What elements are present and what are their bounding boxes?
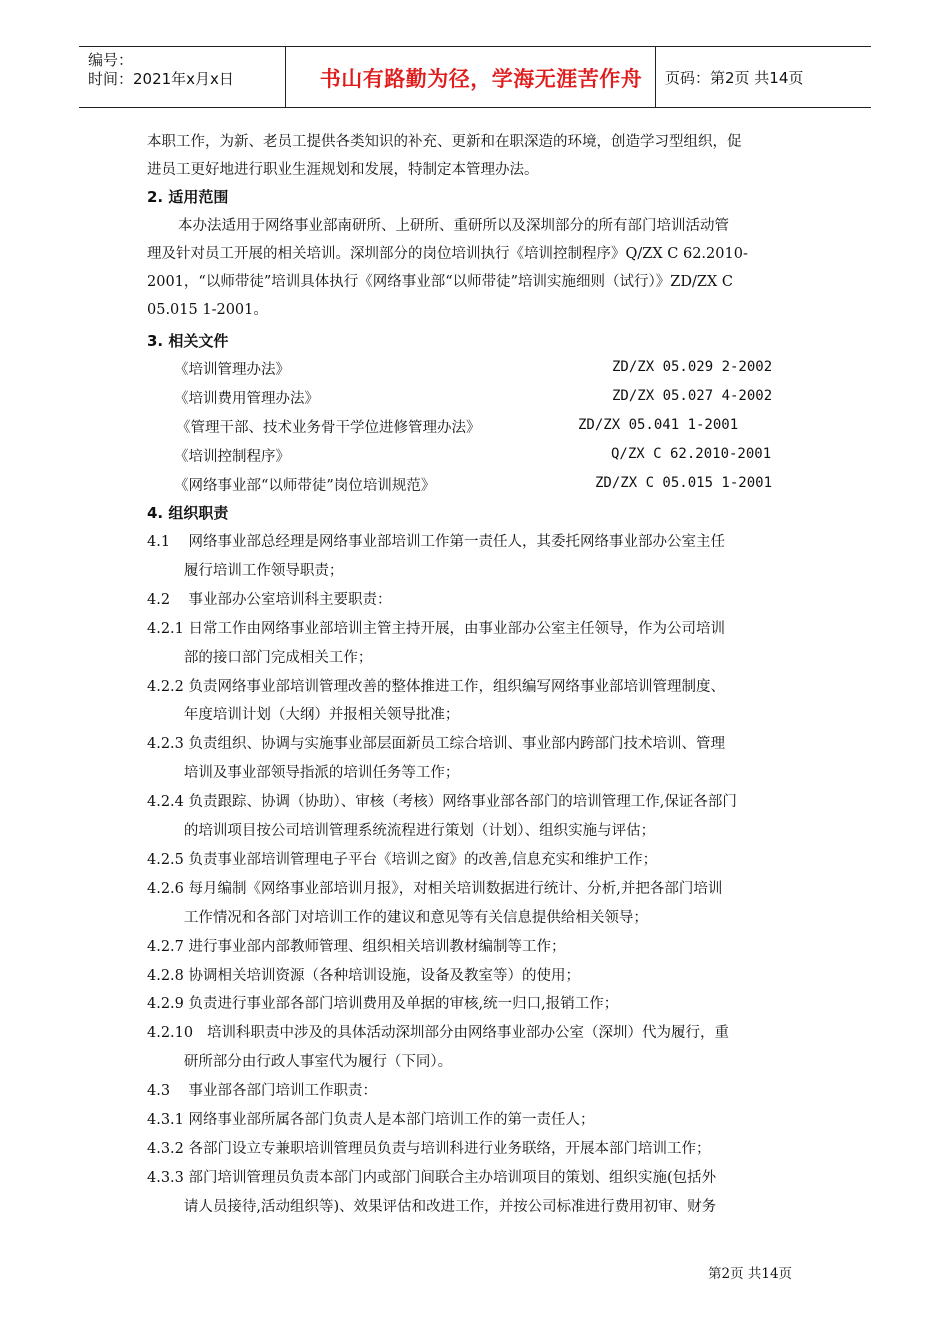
reference-name: 《培训管理办法》 (174, 362, 290, 378)
reference-name: 《网络事业部“以师带徒”岗位培训规范》 (174, 478, 436, 494)
number-label: 编号： (88, 51, 134, 69)
reference-code: ZD/ZX 05.027 4-2002 (612, 388, 773, 404)
header-meta (88, 51, 234, 89)
list-item-line: 4.2.10 培训科职责中涉及的具体活动深圳部分由网络事业部办公室（深圳）代为履行，重 (147, 1025, 729, 1042)
section-heading-responsibilities: 4. 组织职责 (147, 504, 229, 522)
paragraph-line: 理及针对员工开展的相关培训。深圳部分的岗位培训执行《培训控制程序》Q/ZX C 62.2010- (147, 246, 748, 262)
reference-code: ZD/ZX 05.029 2-2002 (612, 359, 773, 375)
reference-code: ZD/ZX C 05.015 1-2001 (595, 475, 773, 491)
list-item-line: 部的接口部门完成相关工作； (147, 649, 373, 666)
section-heading-scope: 2. 适用范围 (147, 188, 229, 206)
list-item-line: 4.3.2 各部门设立专兼职培训管理员负责与培训科进行业务联络，开展本部门培训工作； (147, 1140, 711, 1157)
paragraph-line: 本办法适用于网络事业部南研所、上研所、重研所以及深圳部分的所有部门培训活动管 (178, 218, 729, 234)
paragraph-line: 2001，“以师带徒”培训具体执行《网络事业部“以师带徒”培训实施细则（试行）》ZD/ZX C (147, 274, 733, 290)
list-item-line: 4.2.1 日常工作由网络事业部培训主管主持开展，由事业部办公室主任领导，作为公司培训 (147, 620, 725, 637)
list-item-line: 4.2.5 负责事业部培训管理电子平台《培训之窗》的改善,信息充实和维护工作； (147, 851, 658, 868)
footer-page-number: 第2页 共14页 (708, 1266, 793, 1282)
list-item-line: 4.2.9 负责进行事业部各部门培训费用及单据的审核,统一归口,报销工作； (147, 996, 619, 1013)
page-header (79, 46, 871, 108)
list-item-line: 的培训项目按公司培训管理系统流程进行策划（计划）、组织实施与评估； (147, 823, 656, 839)
header-divider (655, 47, 656, 107)
list-item-line: 请人员接待,活动组织等)、效果评估和改进工作，并按公司标准进行费用初审、财务 (147, 1198, 717, 1215)
paragraph-line: 本职工作，为新、老员工提供各类知识的补充、更新和在职深造的环境，创造学习型组织，促 (147, 134, 742, 150)
list-item-line: 4.1 网络事业部总经理是网络事业部培训工作第一责任人，其委托网络事业部办公室主任 (147, 534, 725, 550)
reference-code: ZD/ZX 05.041 1-2001 (578, 417, 739, 433)
list-item-line: 培训及事业部领导指派的培训任务等工作； (147, 765, 460, 782)
section-heading-related-docs: 3. 相关文件 (147, 332, 229, 350)
list-item-line: 工作情况和各部门对培训工作的建议和意见等有关信息提供给相关领导； (147, 909, 648, 926)
header-page-number: 页码：第2页 共14页 (665, 69, 804, 87)
list-item-line: 4.2 事业部办公室培训科主要职责： (147, 591, 392, 608)
list-item-line: 年度培训计划（大纲）并报相关领导批准； (147, 707, 460, 724)
date-label: 时间：2021年x月x日 (88, 70, 234, 88)
paragraph-line: 进员工更好地进行职业生涯规划和发展，特制定本管理办法。 (147, 162, 539, 178)
list-item-line: 4.3 事业部各部门培训工作职责： (147, 1083, 377, 1100)
list-item-line: 4.2.3 负责组织、协调与实施事业部层面新员工综合培训、事业部内跨部门技术培训、管理 (147, 736, 725, 753)
reference-code: Q/ZX C 62.2010-2001 (611, 446, 772, 462)
header-divider (285, 47, 286, 107)
list-item-line: 4.2.6 每月编制《网络事业部培训月报》，对相关培训数据进行统计、分析,并把各部门培训 (147, 880, 723, 897)
list-item-line: 履行培训工作领导职责； (147, 562, 344, 579)
header-motto: 书山有路勤为径，学海无涯苦作舟 (319, 67, 643, 91)
list-item-line: 4.2.8 协调相关培训资源（各种培训设施，设备及教室等）的使用； (147, 967, 581, 984)
list-item-line: 4.2.7 进行事业部内部教师管理、组织相关培训教材编制等工作； (147, 938, 566, 955)
list-item-line: 4.2.4 负责跟踪、协调（协助）、审核（考核）网络事业部各部门的培训管理工作,保证各部门 (147, 794, 737, 811)
reference-name: 《培训费用管理办法》 (174, 391, 319, 407)
list-item-line: 4.2.2 负责网络事业部培训管理改善的整体推进工作，组织编写网络事业部培训管理制度、 (147, 678, 725, 695)
list-item-line: 4.3.3 部门培训管理员负责本部门内或部门间联合主办培训项目的策划、组织实施(包括外 (147, 1169, 717, 1186)
list-item-line: 研所部分由行政人事室代为履行（下同）。 (147, 1054, 453, 1071)
list-item-line: 4.3.1 网络事业部所属各部门负责人是本部门培训工作的第一责任人； (147, 1112, 595, 1128)
paragraph-line: 05.015 1-2001。 (147, 302, 268, 318)
reference-name: 《培训控制程序》 (174, 449, 290, 465)
reference-name: 《管理干部、技术业务骨干学位进修管理办法》 (176, 420, 481, 436)
